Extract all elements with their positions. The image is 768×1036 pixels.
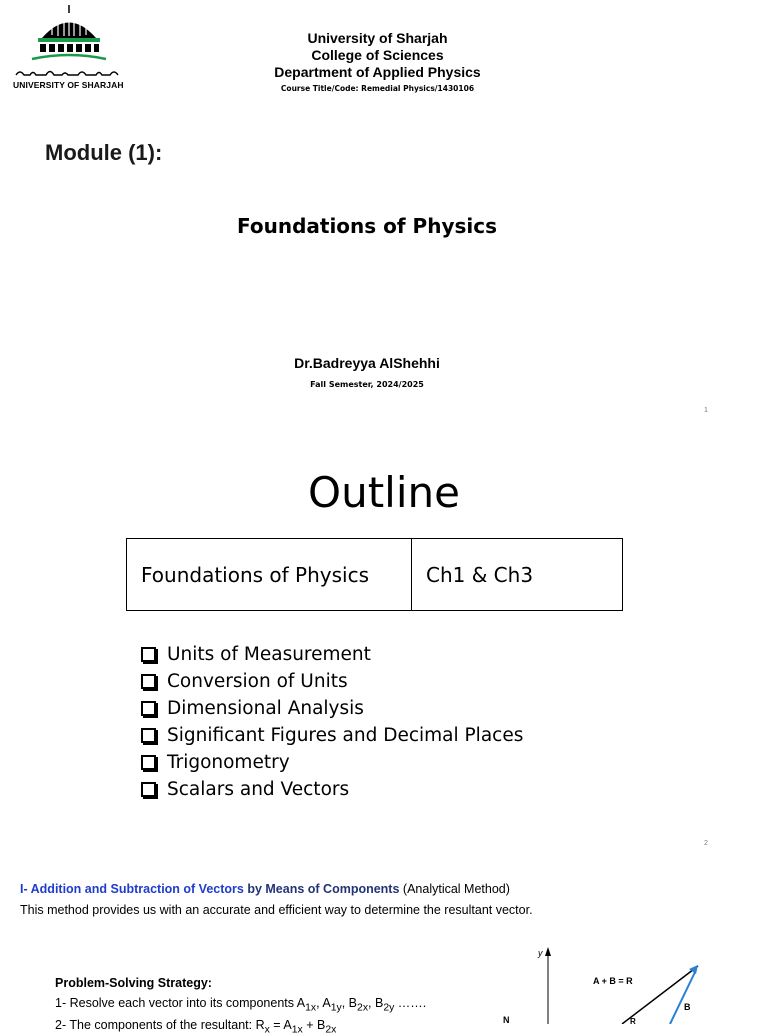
heading-method: (Analytical Method) (399, 882, 510, 896)
list-item-label: Scalars and Vectors (167, 779, 350, 800)
vector-b-label: B (684, 1002, 691, 1012)
page-number: 1 (704, 407, 708, 414)
outline-bullet-list (141, 641, 523, 803)
page-number: 2 (704, 840, 708, 847)
header-university: University of Sharjah (307, 30, 448, 46)
checkbox-bullet-icon (141, 782, 156, 797)
outline-title: Outline (308, 468, 460, 517)
table-cell: Foundations of Physics (127, 539, 412, 611)
step-1: 1- Resolve each vector into its components $A_{1x}$, $A_{1y}$, $B_{2x}$, $B_{2y}$ ……. (55, 996, 427, 1014)
heading-sub: by Means of Components (243, 882, 400, 896)
university-name-latin: UNIVERSITY OF SHARJAH (13, 80, 124, 90)
list-item-label: Significant Figures and Decimal Places (167, 725, 524, 746)
list-item-label: Conversion of Units (167, 671, 348, 692)
axis-y-label: y (538, 948, 543, 958)
vector-equation: A + B = R (593, 976, 633, 986)
checkbox-bullet-icon (141, 647, 156, 662)
list-item (141, 695, 523, 722)
list-item (141, 749, 523, 776)
north-label: N (503, 1015, 510, 1024)
list-item-label: Units of Measurement (167, 644, 371, 665)
table-cell: Ch1 & Ch3 (412, 539, 623, 611)
module-title: Module (1): (45, 140, 163, 165)
list-item (141, 722, 523, 749)
outline-table (126, 538, 623, 611)
course-title: Course Title/Code: Remedial Physics/1430106 (280, 84, 475, 93)
checkbox-bullet-icon (141, 728, 156, 743)
checkbox-bullet-icon (141, 701, 156, 716)
checkbox-bullet-icon (141, 674, 156, 689)
section-heading (20, 882, 510, 896)
list-item (141, 668, 523, 695)
table-row (127, 539, 623, 611)
list-item-label: Trigonometry (167, 752, 290, 773)
list-item-label: Dimensional Analysis (167, 698, 364, 719)
heading-main: I- Addition and Subtraction of Vectors (20, 882, 244, 896)
list-item (141, 776, 523, 803)
vector-r-label: R (630, 1017, 636, 1024)
strategy-label: Problem-Solving Strategy: (55, 976, 212, 990)
topic-title: Foundations of Physics (237, 214, 497, 238)
semester: Fall Semester, 2024/2025 (310, 380, 424, 389)
header-department: Department of Applied Physics (274, 64, 481, 80)
section-description: This method provides us with an accurate and efficient way to determine the resultant vector. (20, 903, 533, 917)
vector-diagram (500, 940, 730, 1024)
list-item (141, 641, 523, 668)
author-name: Dr.Badreyya AlShehhi (294, 355, 440, 371)
header-college: College of Sciences (311, 47, 444, 63)
step-2: 2- The components of the resultant: $R_x = A_{1x} + B_{2x}$ (55, 1018, 337, 1036)
checkbox-bullet-icon (141, 755, 156, 770)
